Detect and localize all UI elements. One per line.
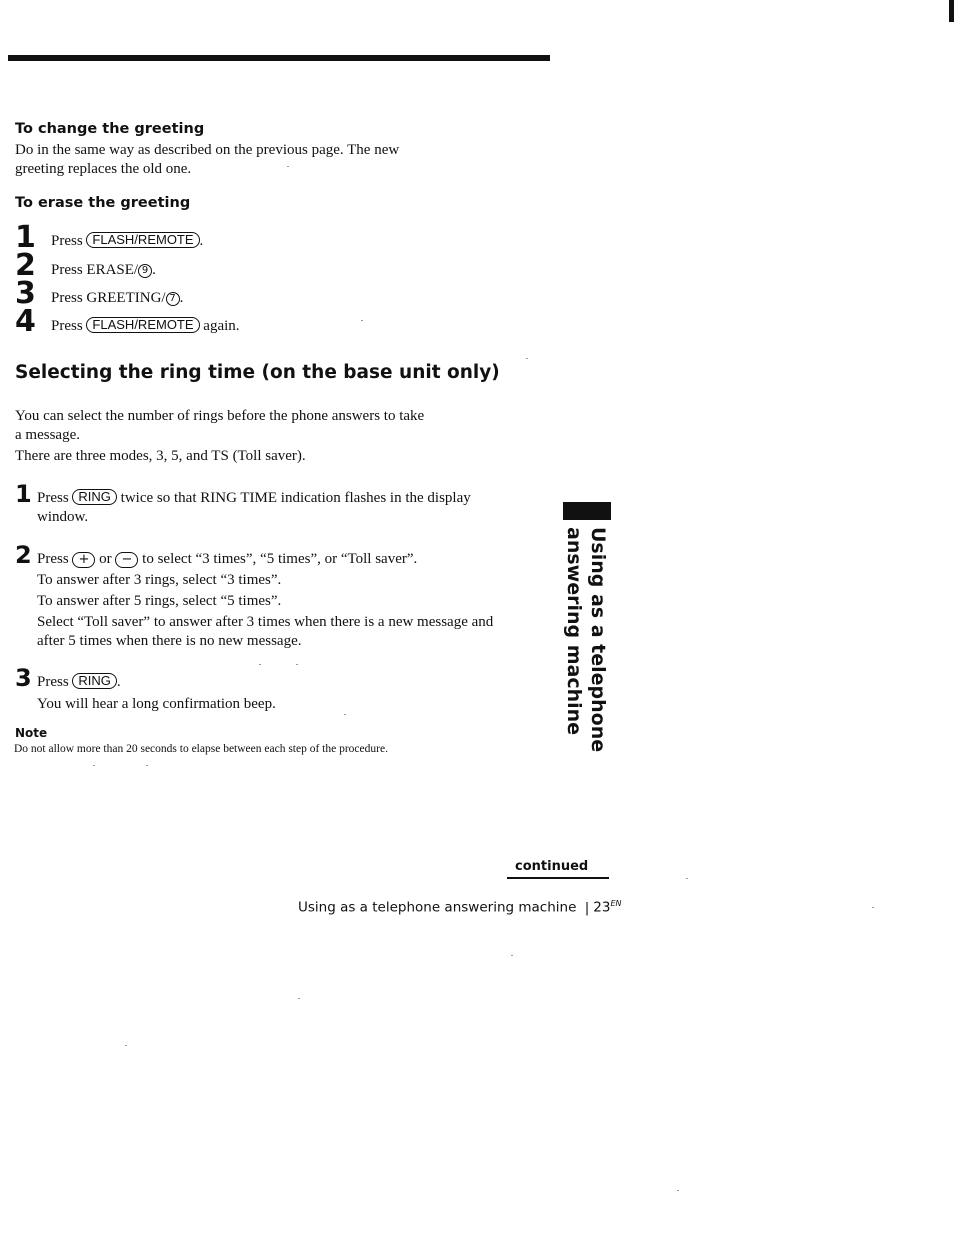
section-tab <box>560 527 610 753</box>
digit-9-key-icon: 9 <box>138 264 152 278</box>
change-greeting-line2: greeting replaces the old one. <box>15 161 192 177</box>
ring-step-3-prefix: Press <box>37 674 73 690</box>
continued-label: continued <box>515 859 589 874</box>
erase-step-3-number: 3 <box>15 276 36 311</box>
ring-step-2-line5: after 5 times when there is no new message. <box>37 633 302 649</box>
erase-step-1-number: 1 <box>15 220 36 255</box>
page-number-suffix: EN <box>610 899 622 908</box>
ring-step-3 <box>37 673 121 693</box>
ring-step-1-prefix: Press <box>37 490 73 506</box>
erase-step-4 <box>51 317 240 337</box>
erase-step-3-prefix: Press GREETING/ <box>51 290 166 306</box>
erase-step-4-suffix: again. <box>199 318 240 334</box>
flash-remote-button: FLASH/REMOTE <box>86 317 199 333</box>
scan-speck <box>511 955 513 956</box>
scan-speck <box>296 664 298 665</box>
minus-key-icon: − <box>115 552 138 568</box>
erase-greeting-heading: To erase the greeting <box>15 195 191 211</box>
scan-speck <box>298 998 300 999</box>
scan-speck <box>677 1190 679 1191</box>
erase-step-2 <box>51 261 156 281</box>
erase-step-3-suffix: . <box>179 290 184 306</box>
ring-step-2-line2: To answer after 3 rings, select “3 times”. <box>37 572 282 588</box>
scan-speck <box>287 166 289 167</box>
ring-step-3-line2: You will hear a long confirmation beep. <box>37 696 276 712</box>
erase-step-1 <box>51 232 203 252</box>
section-tab-line2: answering machine <box>563 527 585 736</box>
change-greeting-heading: To change the greeting <box>15 121 205 137</box>
scan-speck <box>872 907 874 908</box>
erase-step-2-number: 2 <box>15 248 36 283</box>
ring-button: RING <box>72 489 117 505</box>
ring-step-3-suffix: . <box>116 674 121 690</box>
change-greeting-line1: Do in the same way as described on the previous page. The new <box>15 142 400 158</box>
erase-step-1-suffix: . <box>199 233 204 249</box>
erase-step-2-prefix: Press ERASE/ <box>51 262 139 278</box>
erase-step-2-suffix: . <box>152 262 156 278</box>
scan-speck <box>259 664 261 665</box>
ring-step-2-prefix: Press <box>37 551 73 567</box>
footer-text: Using as a telephone answering machine <box>298 899 577 916</box>
ring-button: RING <box>72 673 117 689</box>
ring-step-2 <box>37 550 417 570</box>
digit-7-key-icon: 7 <box>166 292 180 306</box>
top-rule <box>8 55 550 61</box>
section-tab-line1: Using as a telephone <box>587 527 609 753</box>
page-footer: Using as a telephone answering machine | $23^{EN}$ <box>298 899 622 916</box>
erase-step-4-number: 4 <box>15 304 36 339</box>
note-label: Note <box>15 726 48 740</box>
scan-speck <box>526 358 528 359</box>
continued-rule <box>507 877 609 879</box>
ring-step-2-or: or <box>95 551 116 567</box>
page-number: 23 <box>593 899 611 916</box>
ring-intro-line2: a message. <box>15 427 80 443</box>
ring-step-2-number: 2 <box>15 541 32 569</box>
ring-step-3-number: 3 <box>15 664 32 692</box>
scan-speck <box>686 878 688 879</box>
ring-intro-line3: There are three modes, 3, 5, and TS (Toll saver). <box>15 448 306 464</box>
ring-step-1-suffix: twice so that RING TIME indication flashes in the display <box>116 490 471 506</box>
ring-step-1-number: 1 <box>15 480 32 508</box>
ring-step-1 <box>37 489 471 509</box>
edge-mark <box>949 0 954 22</box>
scan-speck <box>344 714 346 715</box>
flash-remote-button: FLASH/REMOTE <box>86 232 199 248</box>
section-tab-marker <box>563 502 611 520</box>
plus-key-icon: + <box>72 552 95 568</box>
erase-step-1-prefix: Press <box>51 233 87 249</box>
ring-step-2-line3: To answer after 5 rings, select “5 times”. <box>37 593 282 609</box>
erase-step-3 <box>51 289 183 309</box>
ring-step-1-line2: window. <box>37 509 89 525</box>
ring-time-title: Selecting the ring time (on the base unit only) <box>15 362 500 383</box>
scan-speck <box>125 1045 127 1046</box>
ring-step-2-suffix: to select “3 times”, “5 times”, or “Toll saver”. <box>138 551 418 567</box>
ring-step-2-line4: Select “Toll saver” to answer after 3 times when there is a new message and <box>37 614 494 630</box>
note-text: Do not allow more than 20 seconds to elapse between each step of the procedure. <box>14 743 388 755</box>
scan-speck <box>361 320 363 321</box>
scan-speck <box>93 765 95 766</box>
scan-speck <box>146 765 148 766</box>
erase-step-4-prefix: Press <box>51 318 87 334</box>
ring-intro-line1: You can select the number of rings before the phone answers to take <box>15 408 425 424</box>
